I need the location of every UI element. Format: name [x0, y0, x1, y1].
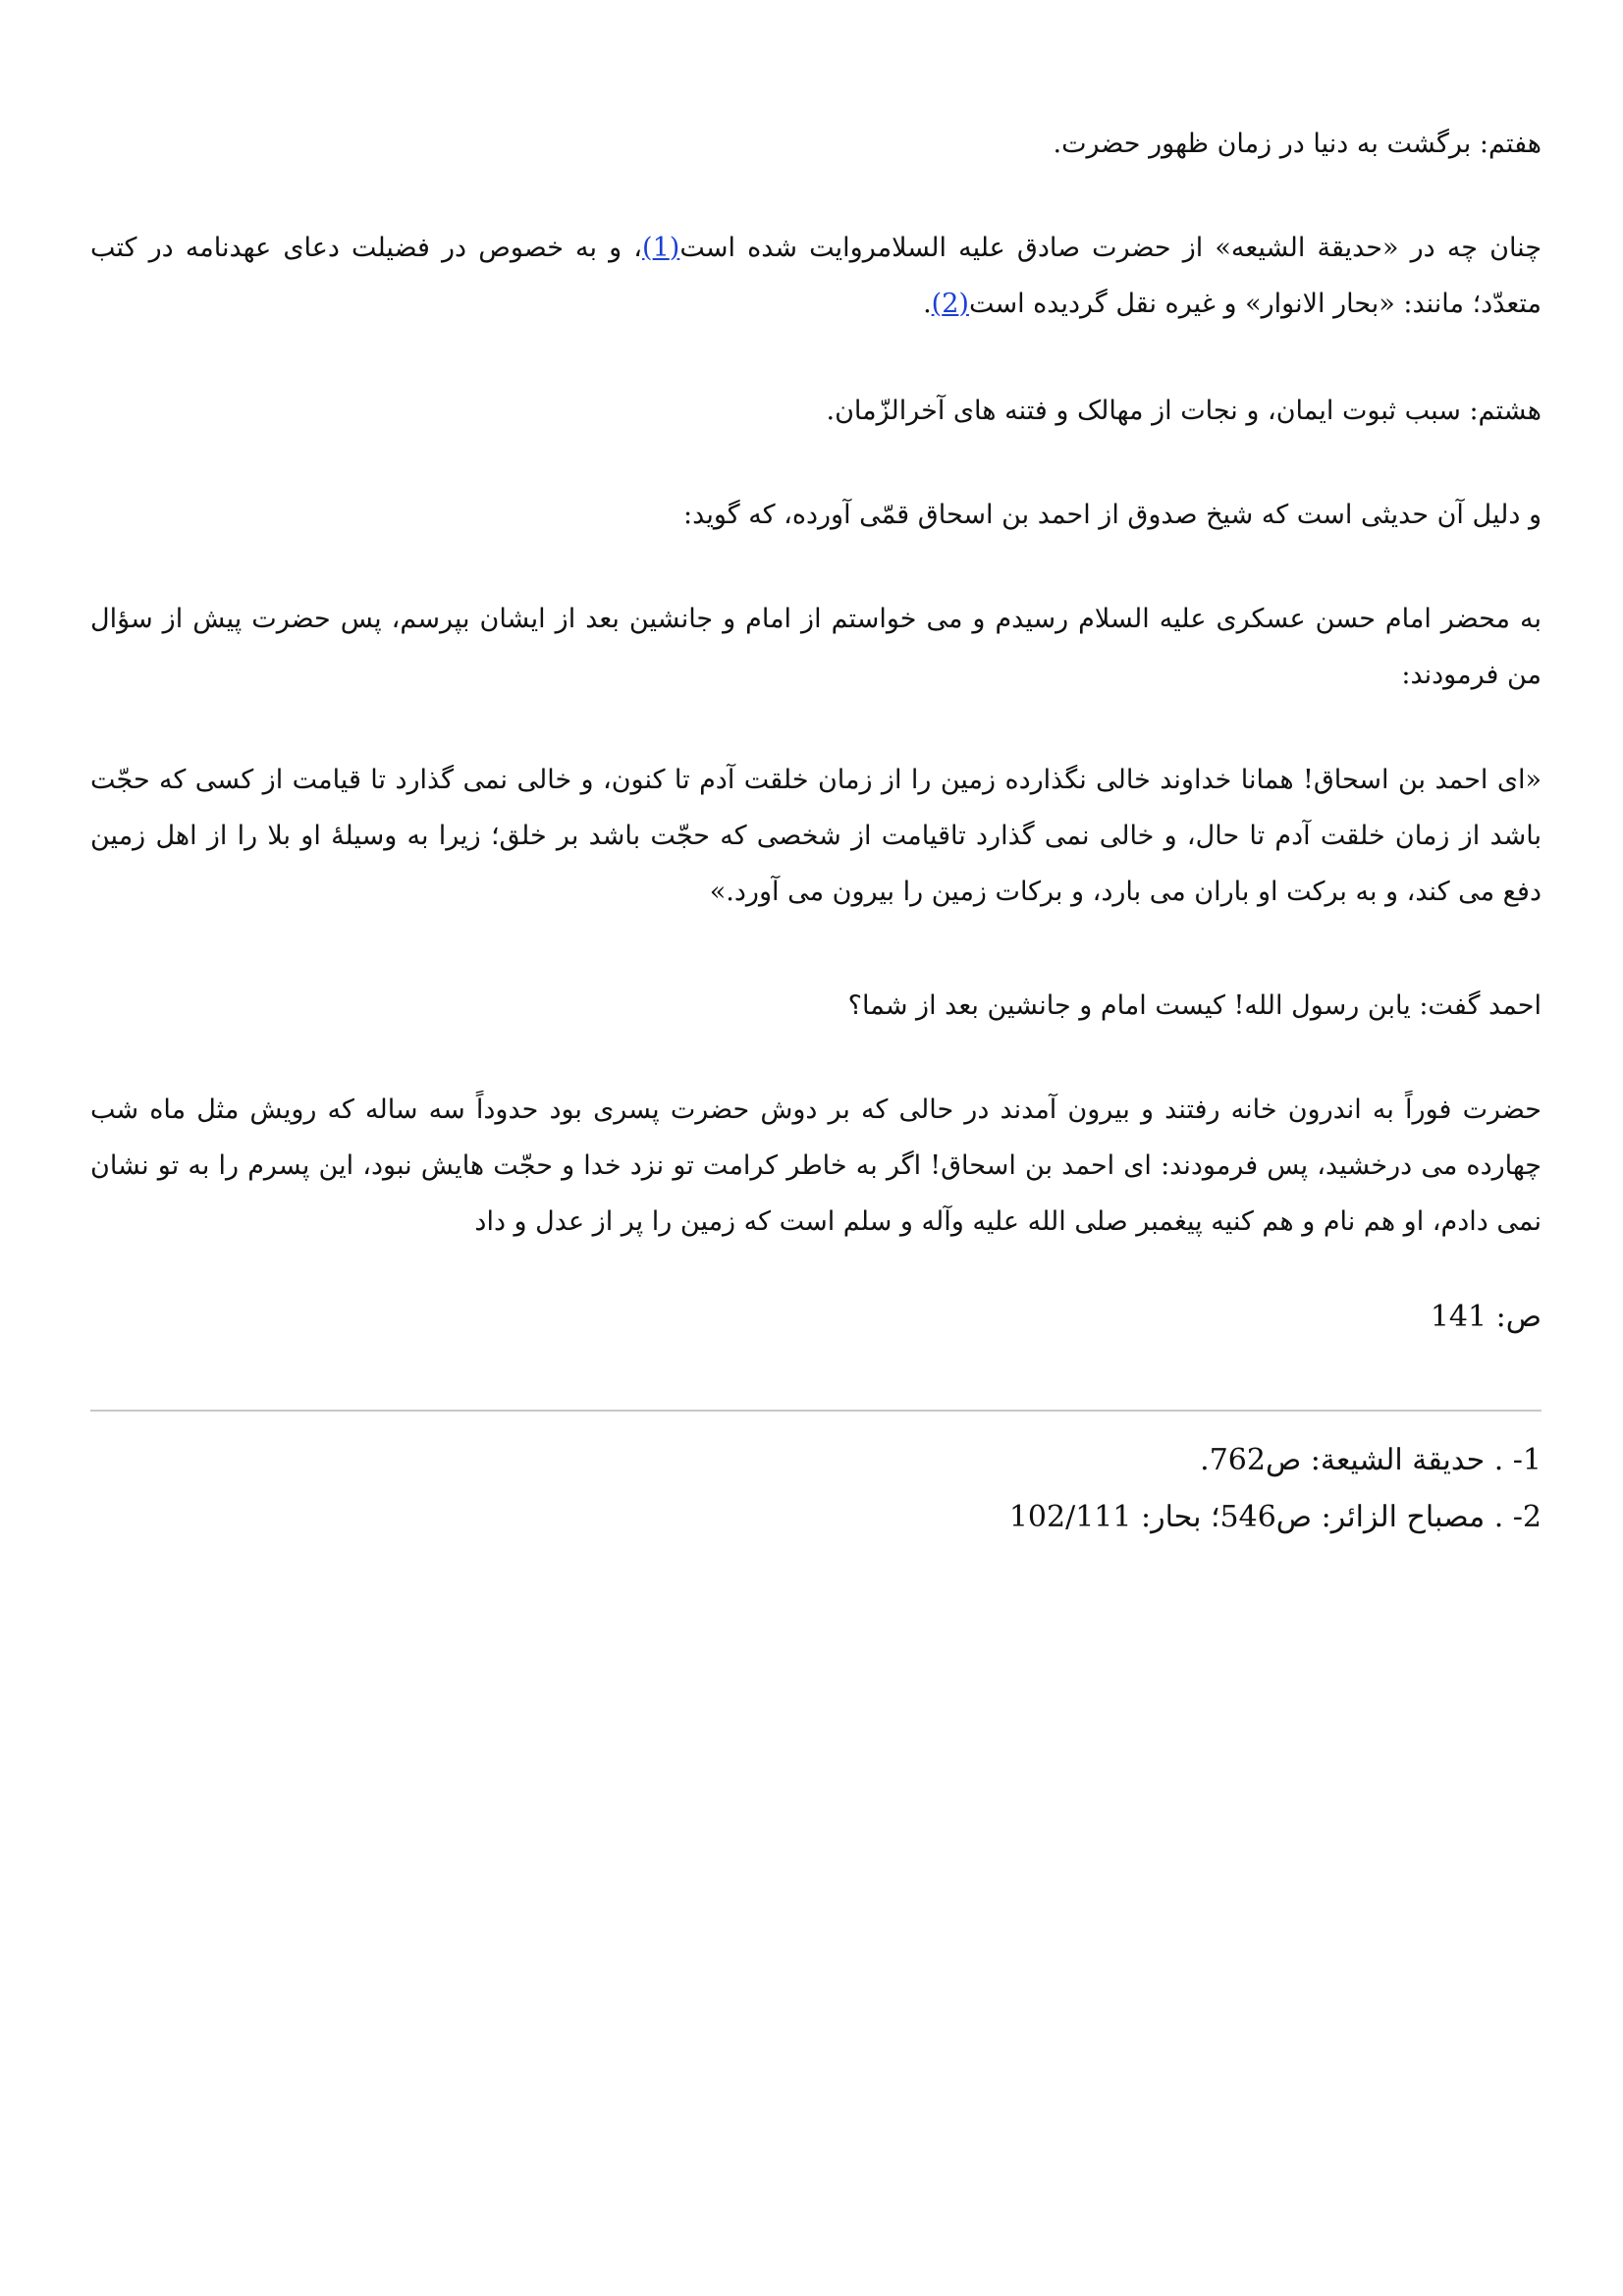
- paragraph-imam-answer-text: حضرت فوراً به اندرون خانه رفتند و بیرون آمدند در حالی که بر دوش حضرت پسری بود حدوداً سه ساله که رویش مثل ماه شب چهارده می درخشید، پس فرمودند: ای احمد بن اسحاق! اگر به خاطر کرامت تو نزد خدا و حجّت هایش نبود، این پسرم را به تو نشان نمی دادم، او هم نام و هم کنیه پیغمبر صلی الله علیه وآله و سلم است که زمین را پر از عدل و داد: [90, 1095, 1542, 1237]
- paragraph-hadiqa-text-c: .: [923, 289, 932, 319]
- page-number: ص: 141: [1430, 1300, 1542, 1334]
- paragraph-hadiqa-text-a: چنان چه در «حدیقة الشیعه» از حضرت صادق علیه السلامروایت شده است: [679, 233, 1542, 263]
- paragraph-evidence-text: و دلیل آن حدیثی است که شیخ صدوق از احمد بن اسحاق قمّی آورده، که گوید:: [683, 500, 1542, 530]
- paragraph-imam-answer: [90, 1082, 1542, 1250]
- paragraph-visit-text: به محضر امام حسن عسکری علیه السلام رسیدم و می خواستم از امام و جانشین بعد از ایشان بپرسم، پس حضرت پیش از سؤال من فرمودند:: [90, 604, 1542, 690]
- paragraph-seventh-text: هفتم: برگشت به دنیا در زمان ظهور حضرت.: [1053, 129, 1542, 159]
- footnote-ref-1[interactable]: (1): [642, 233, 680, 263]
- paragraph-ahmad-question-text: احمد گفت: یابن رسول الله! کیست امام و جانشین بعد از شما؟: [847, 990, 1542, 1021]
- paragraph-hadiqa-text-b: ، و به خصوص در فضیلت دعای عهدنامه در کتب متعدّد؛ مانند: «بحار الانوار» و غیره نقل گردیده است: [90, 233, 1542, 319]
- paragraph-eighth: [90, 383, 1542, 439]
- paragraph-eighth-text: هشتم: سبب ثبوت ایمان، و نجات از مهالک و فتنه های آخرالزّمان.: [826, 396, 1542, 426]
- paragraph-ahmad-question: [90, 978, 1542, 1034]
- paragraph-evidence: [90, 487, 1542, 543]
- paragraph-hadiqa: [90, 220, 1542, 332]
- paragraph-visit: [90, 591, 1542, 703]
- paragraph-hadith-quote-text: «ای احمد بن اسحاق! همانا خداوند خالی نگذارده زمین را از زمان خلقت آدم تا کنون، و خالی نمی گذارد تا قیامت از کسی که حجّت باشد از زمان خلقت آدم تا حال، و خالی نمی گذارد تاقیامت از شخصی که حجّت باشد بر خلق؛ زیرا به وسیلهٔ او بلا را از اهل زمین دفع می کند، و به برکت او باران می بارد، و برکات زمین را بیرون می آورد.»: [90, 765, 1542, 907]
- paragraph-seventh: [90, 116, 1542, 172]
- footnote-ref-2[interactable]: (2): [931, 289, 969, 319]
- paragraph-hadith-quote: [90, 752, 1542, 920]
- footnote-divider: [90, 1410, 1542, 1412]
- footnote-2: 2- . مصباح الزائر: ص546؛ بحار: 102/111: [1008, 1500, 1542, 1534]
- footnote-1: 1- . حدیقة الشیعة: ص762.: [1200, 1443, 1542, 1477]
- document-page: [90, 0, 1542, 2296]
